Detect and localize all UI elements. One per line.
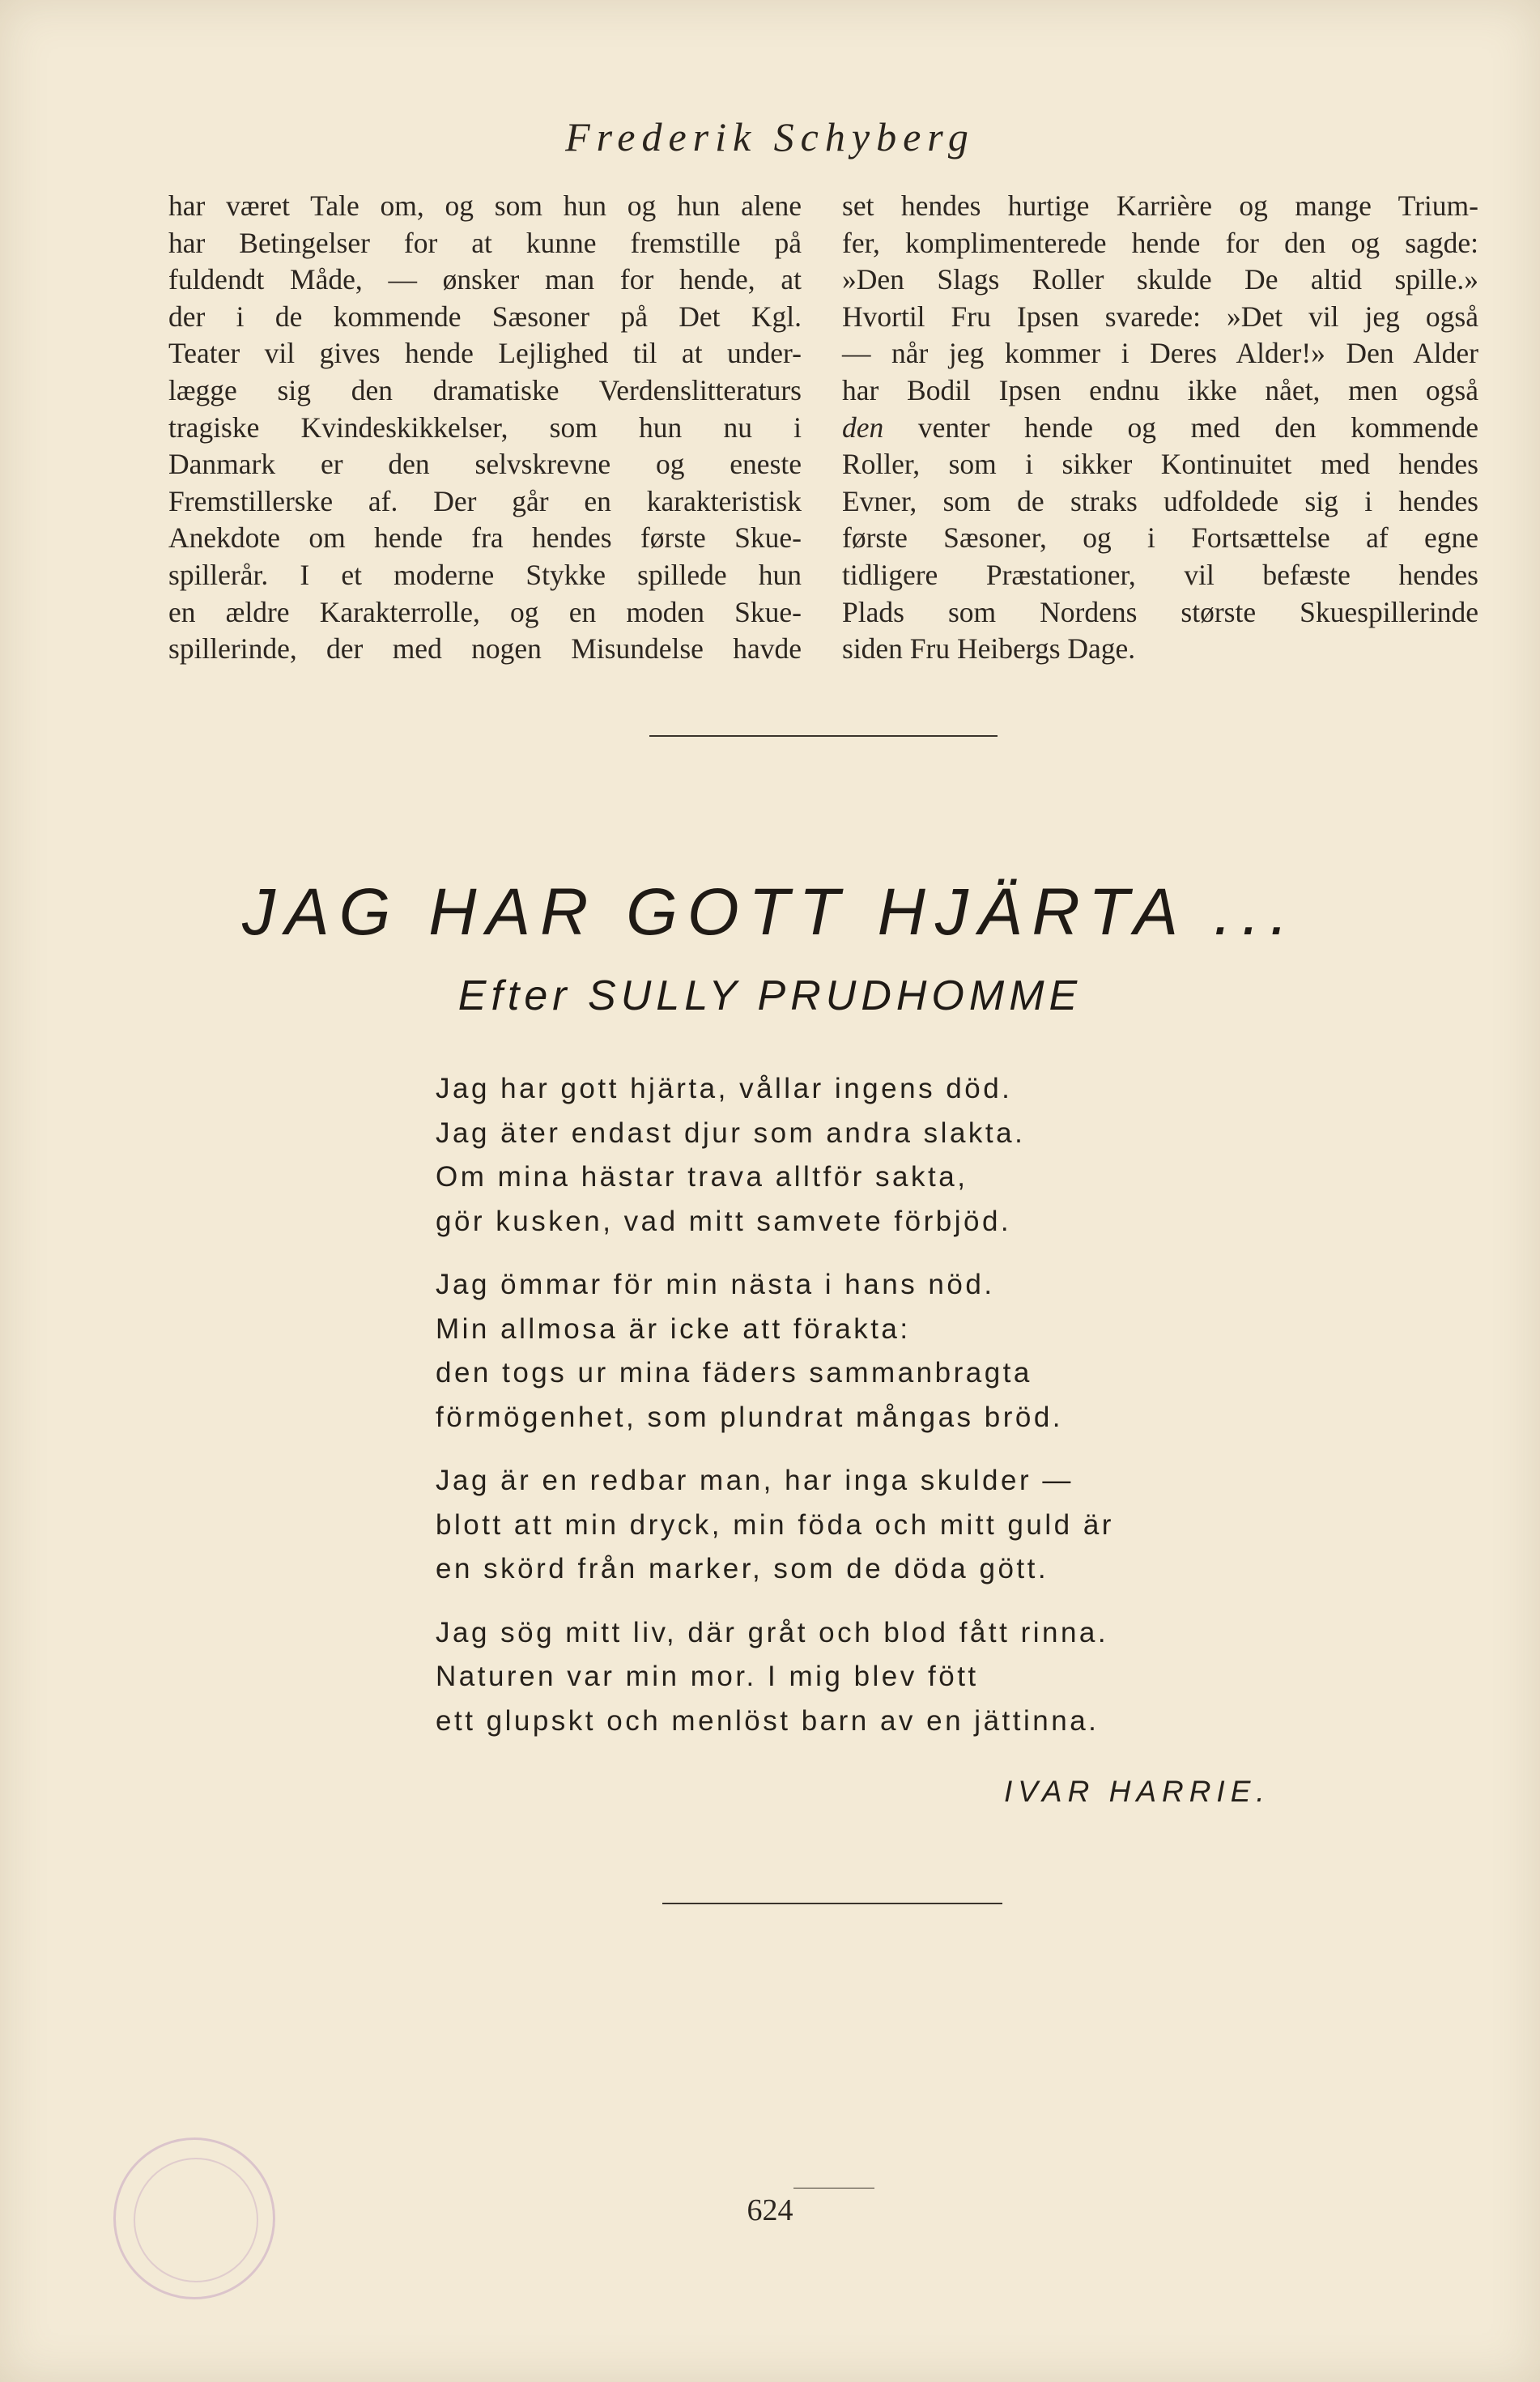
emphasis-word: den	[842, 410, 884, 444]
running-head: Frederik Schyberg	[565, 114, 975, 160]
text-line: set hendes hurtige Karrière og mange Trium-	[842, 189, 1478, 222]
text-line: spillerår. I et moderne Stykke spillede hun	[168, 558, 802, 591]
poem-line: Jag äter endast djur som andra slakta.	[436, 1117, 1026, 1149]
text-line: Hvortil Fru Ipsen svarede: »Det vil jeg også	[842, 300, 1478, 333]
text-line: der i de kommende Sæsoner på Det Kgl.	[168, 300, 802, 333]
text-line: en ældre Karakterrolle, og en moden Skue-	[168, 595, 802, 628]
poem-line: Jag är en redbar man, har inga skulder —	[436, 1465, 1074, 1496]
poem-line: Naturen var min mor. I mig blev fött	[436, 1661, 979, 1692]
text-line: Teater vil gives hende Lejlighed til at under-	[168, 337, 802, 370]
text-line: første Sæsoner, og i Fortsættelse af egne	[842, 521, 1478, 555]
poem-title: JAG HAR GOTT HJÄRTA ...	[241, 875, 1299, 949]
poem-stanza	[436, 1263, 1164, 1440]
section-divider	[662, 1903, 1002, 1904]
text-line: »Den Slags Roller skulde De altid spille.»	[842, 263, 1478, 296]
text-line: tidligere Præstationer, vil befæste hendes	[842, 558, 1478, 591]
section-divider	[649, 735, 998, 737]
poem-line: en skörd från marker, som de döda gött.	[436, 1553, 1049, 1584]
text-line: Danmark er den selvskrevne og eneste	[168, 448, 802, 481]
poem-line: Jag har gott hjärta, vållar ingens död.	[436, 1073, 1013, 1104]
text-line: fuldendt Måde, — ønsker man for hende, at	[168, 263, 802, 296]
poem-author: IVAR HARRIE.	[1004, 1775, 1270, 1808]
poem-line: förmögenhet, som plundrat mångas bröd.	[436, 1401, 1064, 1433]
emphasis-rest: venter hende og med den kommende	[883, 410, 1478, 444]
text-line: har været Tale om, og som hun og hun alene	[168, 189, 802, 222]
text-line: tragiske Kvindeskikkelser, som hun nu i	[168, 410, 802, 444]
poem-line: Jag sög mitt liv, där gråt och blod fått rinna.	[436, 1616, 1109, 1648]
text-line: — når jeg kommer i Deres Alder!» Den Alder	[842, 337, 1478, 370]
poem-line: gör kusken, vad mitt samvete förbjöd.	[436, 1205, 1012, 1237]
text-line: lægge sig den dramatiske Verdenslitteraturs	[168, 373, 802, 406]
poem-line: Jag ömmar för min nästa i hans nöd.	[436, 1269, 995, 1300]
text-line: Fremstillerske af. Der går en karakteristisk	[168, 484, 802, 517]
poem-line: blott att min dryck, min föda och mitt guld är	[436, 1508, 1114, 1541]
text-line: fer, komplimenterede hende for den og sagde:	[842, 226, 1478, 259]
text-line: spillerinde, der med nogen Misundelse havde	[168, 632, 802, 666]
poem-subtitle: Efter SULLY PRUDHOMME	[457, 972, 1083, 1019]
left-column	[168, 188, 802, 668]
poem-stanza	[436, 1067, 1164, 1244]
text-line: Anekdote om hende fra hendes første Skue-	[168, 521, 802, 555]
poem-line: Om mina hästar trava alltför sakta,	[436, 1161, 968, 1193]
poem-body	[436, 1067, 1164, 1763]
text-line: Roller, som i sikker Kontinuitet med hendes	[842, 448, 1478, 481]
text-line: siden Fru Heibergs Dage.	[842, 632, 1136, 666]
text-line: Plads som Nordens største Skuespillerinde	[842, 595, 1478, 628]
poem-stanza	[436, 1459, 1164, 1592]
page-number: 624	[747, 2193, 793, 2227]
text-line: har Betingelser for at kunne fremstille på	[168, 226, 802, 259]
text-line: har Bodil Ipsen endnu ikke nået, men også	[842, 373, 1478, 406]
right-column	[842, 188, 1478, 668]
poem-line: den togs ur mina fäders sammanbragta	[436, 1357, 1032, 1389]
text-line: Evner, som de straks udfoldede sig i hendes	[842, 484, 1478, 517]
poem-stanza	[436, 1611, 1164, 1744]
text-line-emphasis	[842, 410, 1478, 447]
poem-line: Min allmosa är icke att förakta:	[436, 1312, 911, 1345]
poem-line: ett glupskt och menlöst barn av en jättinna.	[436, 1704, 1100, 1737]
